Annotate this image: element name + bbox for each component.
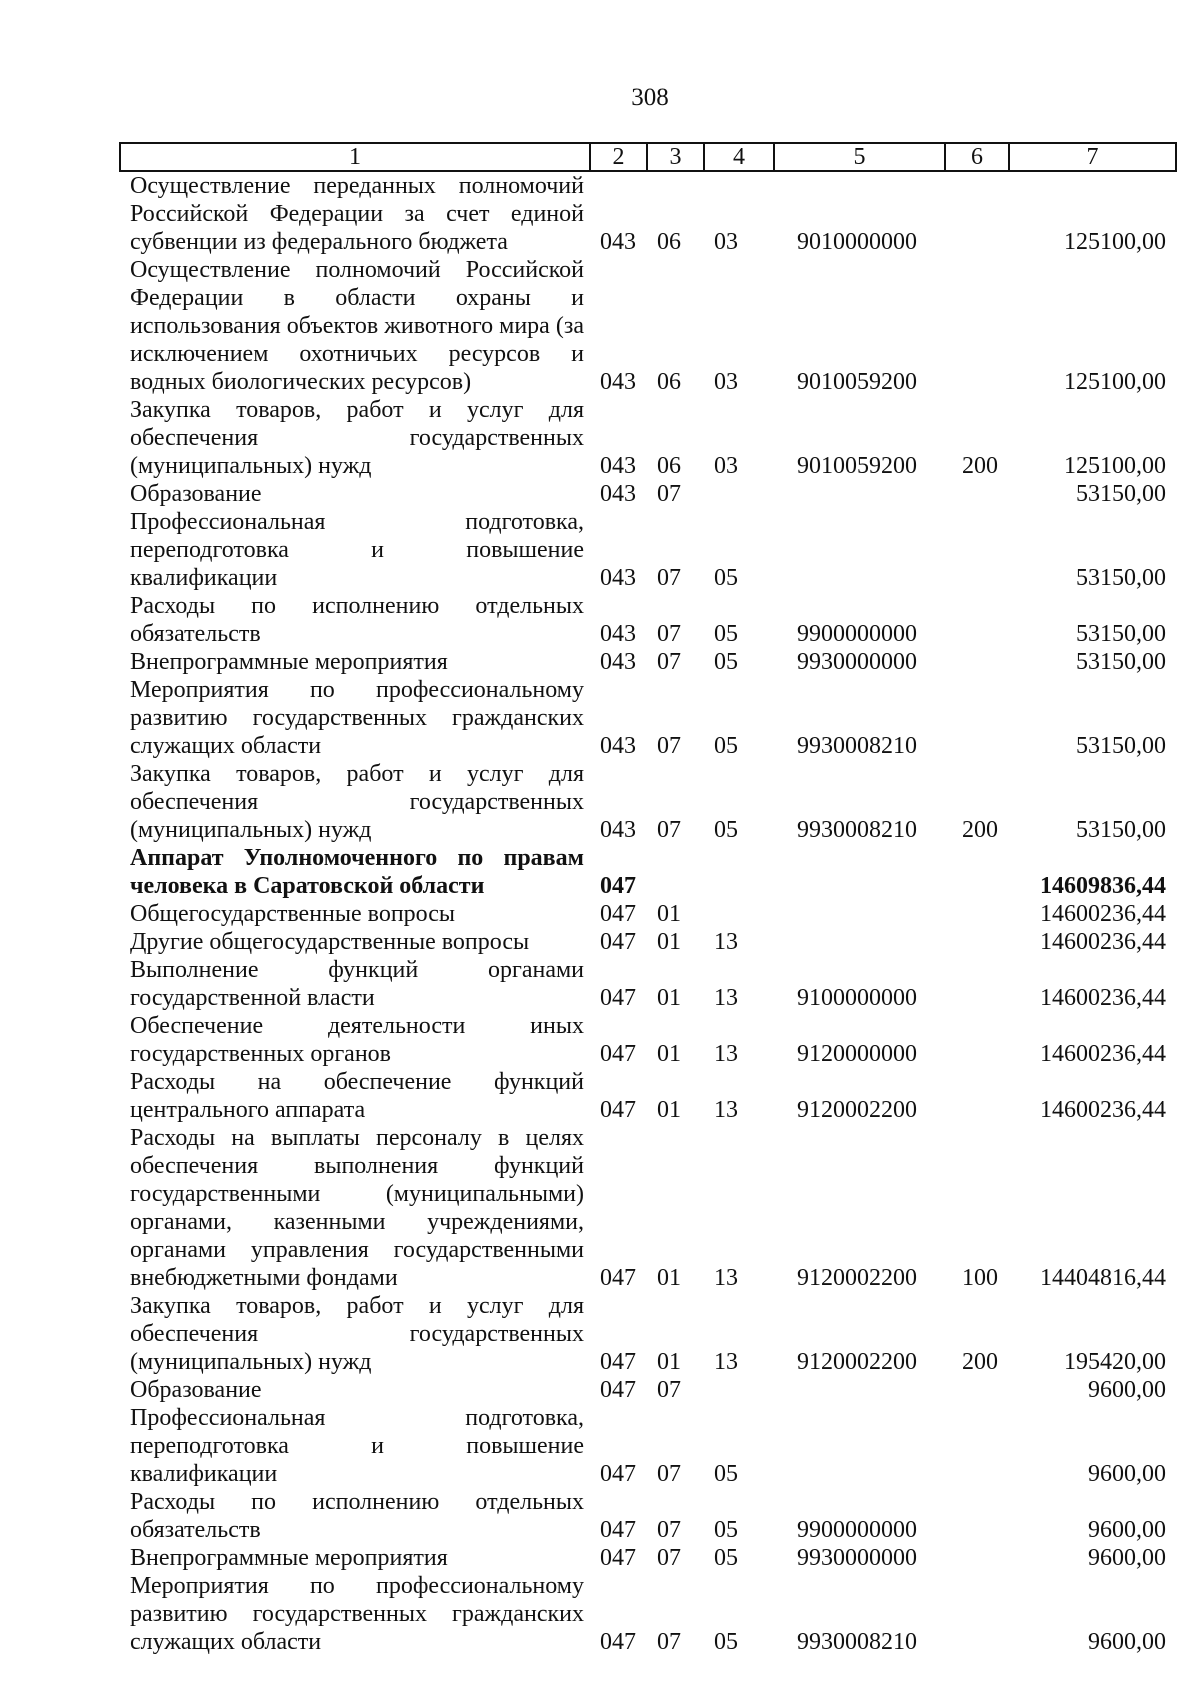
row-subsection: 05 bbox=[714, 565, 738, 591]
row-expense-type bbox=[945, 648, 1009, 676]
row-expense-type bbox=[945, 676, 1009, 760]
row-sum: 53150,00 bbox=[1076, 649, 1166, 675]
table-row bbox=[120, 1292, 1176, 1376]
table-row bbox=[120, 1404, 1176, 1488]
row-name: Мероприятия по профессиональному развитию государственных гражданских служащих области bbox=[130, 1573, 584, 1655]
row-name: Мероприятия по профессиональному развитию государственных гражданских служащих области bbox=[130, 677, 584, 759]
row-sum: 9600,00 bbox=[1088, 1461, 1166, 1487]
row-grbs: 047 bbox=[600, 1629, 636, 1655]
row-grbs: 043 bbox=[600, 817, 636, 843]
column-header-sum: 7 bbox=[1009, 143, 1176, 171]
row-sum: 53150,00 bbox=[1076, 817, 1166, 843]
row-name: Внепрограммные мероприятия bbox=[130, 1545, 448, 1571]
row-expense-type: 200 bbox=[962, 453, 998, 479]
row-subsection: 05 bbox=[714, 621, 738, 647]
row-sum: 125100,00 bbox=[1064, 453, 1166, 479]
row-subsection bbox=[704, 900, 774, 928]
row-section: 01 bbox=[657, 901, 681, 927]
row-section: 07 bbox=[657, 1517, 681, 1543]
row-sum: 53150,00 bbox=[1076, 621, 1166, 647]
row-grbs: 043 bbox=[600, 565, 636, 591]
row-name: Осуществление переданных полномочий Российской Федерации за счет единой субвенции из федерального бюджета bbox=[130, 173, 584, 255]
row-subsection: 03 bbox=[714, 229, 738, 255]
row-expense-type: 200 bbox=[962, 817, 998, 843]
row-target-article: 9930008210 bbox=[797, 1629, 917, 1655]
row-sum: 9600,00 bbox=[1088, 1377, 1166, 1403]
row-expense-type bbox=[945, 1012, 1009, 1068]
row-grbs: 047 bbox=[600, 873, 636, 899]
row-section: 07 bbox=[657, 621, 681, 647]
row-target-article bbox=[774, 928, 945, 956]
row-expense-type bbox=[945, 1572, 1009, 1656]
row-section: 07 bbox=[657, 1629, 681, 1655]
page-number: 308 bbox=[631, 84, 669, 111]
row-sum: 53150,00 bbox=[1076, 565, 1166, 591]
row-target-article bbox=[774, 1376, 945, 1404]
row-sum: 9600,00 bbox=[1088, 1629, 1166, 1655]
row-name: Обеспечение деятельности иных государственных органов bbox=[130, 1013, 584, 1067]
row-name: Профессиональная подготовка, переподготовка и повышение квалификации bbox=[130, 1405, 584, 1487]
row-subsection: 05 bbox=[714, 1545, 738, 1571]
row-grbs: 043 bbox=[600, 229, 636, 255]
row-grbs: 043 bbox=[600, 369, 636, 395]
row-sum: 14600236,44 bbox=[1040, 1097, 1166, 1123]
row-grbs: 047 bbox=[600, 1377, 636, 1403]
row-section: 01 bbox=[657, 1265, 681, 1291]
row-subsection: 05 bbox=[714, 1461, 738, 1487]
row-expense-type bbox=[945, 928, 1009, 956]
row-target-article bbox=[774, 844, 945, 900]
table-row bbox=[120, 1068, 1176, 1124]
row-grbs: 043 bbox=[600, 621, 636, 647]
row-subsection: 05 bbox=[714, 733, 738, 759]
row-grbs: 047 bbox=[600, 1097, 636, 1123]
row-section: 06 bbox=[657, 369, 681, 395]
row-subsection: 13 bbox=[714, 985, 738, 1011]
row-sum: 195420,00 bbox=[1064, 1349, 1166, 1375]
table-row bbox=[120, 1544, 1176, 1572]
row-target-article bbox=[774, 508, 945, 592]
row-subsection: 05 bbox=[714, 1517, 738, 1543]
row-section: 06 bbox=[657, 229, 681, 255]
row-grbs: 047 bbox=[600, 1461, 636, 1487]
row-subsection bbox=[704, 480, 774, 508]
table-row bbox=[120, 1488, 1176, 1544]
row-target-article: 9120002200 bbox=[797, 1349, 917, 1375]
row-name: Расходы по исполнению отдельных обязательств bbox=[130, 593, 584, 647]
column-header-name: 1 bbox=[120, 143, 590, 171]
row-grbs: 047 bbox=[600, 1517, 636, 1543]
table-row bbox=[120, 1376, 1176, 1404]
row-expense-type bbox=[945, 508, 1009, 592]
row-grbs: 047 bbox=[600, 901, 636, 927]
row-subsection: 13 bbox=[714, 929, 738, 955]
row-expense-type bbox=[945, 844, 1009, 900]
row-section: 07 bbox=[657, 1461, 681, 1487]
row-grbs: 047 bbox=[600, 1265, 636, 1291]
table-row bbox=[120, 1572, 1176, 1656]
row-expense-type bbox=[945, 171, 1009, 256]
table-row bbox=[120, 760, 1176, 844]
row-section: 07 bbox=[657, 1545, 681, 1571]
row-name: Другие общегосударственные вопросы bbox=[130, 929, 530, 955]
column-header-subsection: 4 bbox=[704, 143, 774, 171]
row-name: Профессиональная подготовка, переподготовка и повышение квалификации bbox=[130, 509, 584, 591]
table-row bbox=[120, 508, 1176, 592]
row-grbs: 043 bbox=[600, 453, 636, 479]
row-expense-type bbox=[945, 480, 1009, 508]
row-grbs: 047 bbox=[600, 985, 636, 1011]
row-name: Аппарат Уполномоченного по правам человека в Саратовской области bbox=[130, 845, 584, 899]
table-row bbox=[120, 1124, 1176, 1292]
row-section: 07 bbox=[657, 1377, 681, 1403]
row-sum: 9600,00 bbox=[1088, 1517, 1166, 1543]
row-subsection: 05 bbox=[714, 1629, 738, 1655]
row-name: Образование bbox=[130, 481, 262, 507]
row-name: Внепрограммные мероприятия bbox=[130, 649, 448, 675]
column-header-grbs: 2 bbox=[590, 143, 647, 171]
budget-table bbox=[119, 142, 1177, 1656]
row-target-article bbox=[774, 1404, 945, 1488]
row-name: Расходы на выплаты персоналу в целях обеспечения выполнения функций государственными (муниципальными) органами, казенными учреждениями, органами управления государственными внебюджетными фондами bbox=[130, 1125, 584, 1291]
row-sum: 14600236,44 bbox=[1040, 901, 1166, 927]
row-subsection: 03 bbox=[714, 369, 738, 395]
row-section: 07 bbox=[657, 481, 681, 507]
row-grbs: 043 bbox=[600, 649, 636, 675]
row-section: 06 bbox=[657, 453, 681, 479]
row-sum: 14600236,44 bbox=[1040, 1041, 1166, 1067]
column-header-target-article: 5 bbox=[774, 143, 945, 171]
row-grbs: 043 bbox=[600, 733, 636, 759]
row-name: Расходы по исполнению отдельных обязательств bbox=[130, 1489, 584, 1543]
row-expense-type bbox=[945, 256, 1009, 396]
row-name: Расходы на обеспечение функций центрального аппарата bbox=[130, 1069, 584, 1123]
row-target-article: 9930008210 bbox=[797, 817, 917, 843]
row-target-article bbox=[774, 900, 945, 928]
row-section bbox=[647, 844, 704, 900]
row-section: 01 bbox=[657, 985, 681, 1011]
row-expense-type: 100 bbox=[962, 1265, 998, 1291]
table-row bbox=[120, 928, 1176, 956]
table-row bbox=[120, 171, 1176, 256]
table-row bbox=[120, 956, 1176, 1012]
row-sum: 125100,00 bbox=[1064, 369, 1166, 395]
table-body bbox=[120, 171, 1176, 1656]
table-row bbox=[120, 396, 1176, 480]
row-section: 07 bbox=[657, 817, 681, 843]
row-expense-type: 200 bbox=[962, 1349, 998, 1375]
row-subsection: 13 bbox=[714, 1097, 738, 1123]
row-sum: 14404816,44 bbox=[1040, 1265, 1166, 1291]
row-grbs: 043 bbox=[600, 481, 636, 507]
row-target-article: 9930000000 bbox=[797, 649, 917, 675]
row-subsection: 05 bbox=[714, 649, 738, 675]
row-target-article bbox=[774, 480, 945, 508]
row-target-article: 9010059200 bbox=[797, 369, 917, 395]
row-sum: 14609836,44 bbox=[1040, 873, 1166, 899]
row-sum: 14600236,44 bbox=[1040, 985, 1166, 1011]
row-name: Образование bbox=[130, 1377, 262, 1403]
row-expense-type bbox=[945, 1404, 1009, 1488]
row-expense-type bbox=[945, 900, 1009, 928]
row-grbs: 047 bbox=[600, 1545, 636, 1571]
row-name: Закупка товаров, работ и услуг для обеспечения государственных (муниципальных) нужд bbox=[130, 397, 584, 479]
row-target-article: 9100000000 bbox=[797, 985, 917, 1011]
row-section: 07 bbox=[657, 565, 681, 591]
column-header-section: 3 bbox=[647, 143, 704, 171]
row-target-article: 9930008210 bbox=[797, 733, 917, 759]
row-subsection: 13 bbox=[714, 1265, 738, 1291]
table-row bbox=[120, 648, 1176, 676]
row-name: Закупка товаров, работ и услуг для обеспечения государственных (муниципальных) нужд bbox=[130, 1293, 584, 1375]
row-name: Закупка товаров, работ и услуг для обеспечения государственных (муниципальных) нужд bbox=[130, 761, 584, 843]
table-header bbox=[120, 143, 1176, 171]
row-subsection bbox=[704, 1376, 774, 1404]
table-row bbox=[120, 844, 1176, 900]
row-subsection bbox=[704, 844, 774, 900]
row-grbs: 047 bbox=[600, 1041, 636, 1067]
row-subsection: 05 bbox=[714, 817, 738, 843]
row-section: 01 bbox=[657, 929, 681, 955]
row-expense-type bbox=[945, 1488, 1009, 1544]
row-target-article: 9900000000 bbox=[797, 621, 917, 647]
row-sum: 53150,00 bbox=[1076, 481, 1166, 507]
row-section: 07 bbox=[657, 649, 681, 675]
row-name: Осуществление полномочий Российской Федерации в области охраны и использования объектов животного мира (за исключением охотничьих ресурсов и водных биологических ресурсов) bbox=[130, 257, 584, 395]
row-target-article: 9900000000 bbox=[797, 1517, 917, 1543]
row-subsection: 13 bbox=[714, 1041, 738, 1067]
row-sum: 14600236,44 bbox=[1040, 929, 1166, 955]
row-target-article: 9010000000 bbox=[797, 229, 917, 255]
row-section: 01 bbox=[657, 1041, 681, 1067]
row-subsection: 13 bbox=[714, 1349, 738, 1375]
row-target-article: 9010059200 bbox=[797, 453, 917, 479]
column-header-expense-type: 6 bbox=[945, 143, 1009, 171]
table-row bbox=[120, 900, 1176, 928]
header-row bbox=[120, 143, 1176, 171]
row-expense-type bbox=[945, 956, 1009, 1012]
row-sum: 53150,00 bbox=[1076, 733, 1166, 759]
table-row bbox=[120, 480, 1176, 508]
row-sum: 125100,00 bbox=[1064, 229, 1166, 255]
row-expense-type bbox=[945, 1068, 1009, 1124]
table-row bbox=[120, 256, 1176, 396]
row-grbs: 047 bbox=[600, 1349, 636, 1375]
row-section: 01 bbox=[657, 1097, 681, 1123]
row-target-article: 9120002200 bbox=[797, 1265, 917, 1291]
row-expense-type bbox=[945, 592, 1009, 648]
table-row bbox=[120, 1012, 1176, 1068]
row-section: 07 bbox=[657, 733, 681, 759]
row-section: 01 bbox=[657, 1349, 681, 1375]
row-target-article: 9120000000 bbox=[797, 1041, 917, 1067]
row-subsection: 03 bbox=[714, 453, 738, 479]
row-name: Выполнение функций органами государственной власти bbox=[130, 957, 584, 1011]
row-grbs: 047 bbox=[600, 929, 636, 955]
row-target-article: 9120002200 bbox=[797, 1097, 917, 1123]
table-row bbox=[120, 592, 1176, 648]
table-row bbox=[120, 676, 1176, 760]
row-expense-type bbox=[945, 1376, 1009, 1404]
row-expense-type bbox=[945, 1544, 1009, 1572]
row-target-article: 9930000000 bbox=[797, 1545, 917, 1571]
row-sum: 9600,00 bbox=[1088, 1545, 1166, 1571]
row-name: Общегосударственные вопросы bbox=[130, 901, 456, 927]
